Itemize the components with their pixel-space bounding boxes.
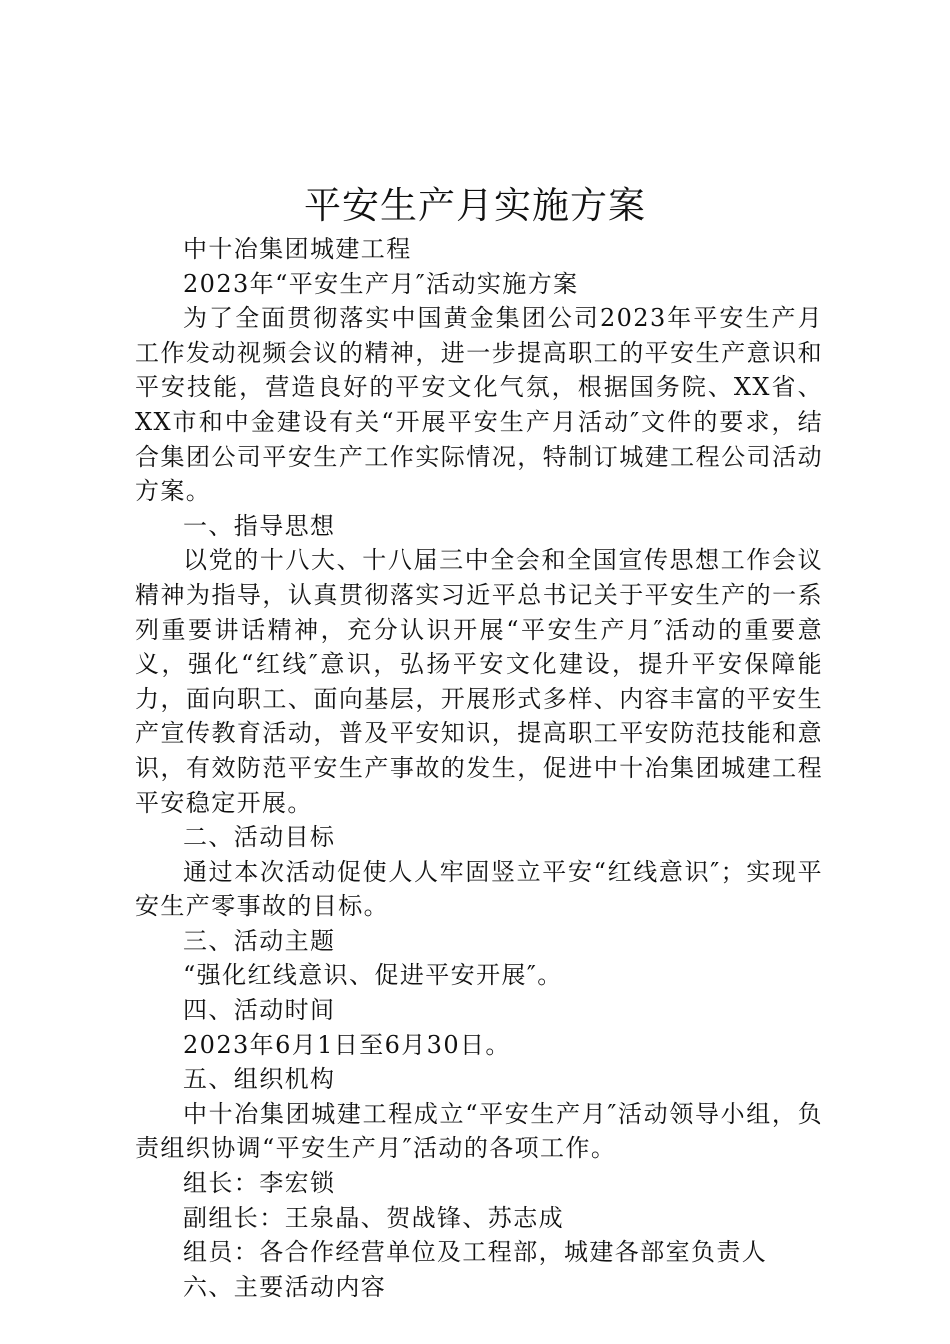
paragraph-deputy-leaders: 副组长：王泉晶、贺战锋、苏志成: [183, 1203, 564, 1232]
paragraph-group-leader: 组长：李宏锁: [183, 1169, 336, 1198]
heading-organization: 五、组织机构: [183, 1065, 336, 1094]
heading-guiding-thought: 一、指导思想: [183, 511, 336, 540]
paragraph-activity-theme: “强化红线意识、促进平安开展″。: [183, 961, 563, 990]
heading-main-activities: 六、主要活动内容: [183, 1272, 387, 1301]
paragraph-members: 组员：各合作经营单位及工程部，城建各部室负责人: [183, 1238, 768, 1267]
paragraph-activity-time: 2023年6月1日至6月30日。: [183, 1030, 511, 1059]
paragraph-org-name: 中十冶集团城建工程: [183, 235, 412, 263]
document-title: 平安生产月实施方案: [304, 184, 646, 227]
heading-activity-time: 四、活动时间: [183, 996, 336, 1025]
paragraph-intro: 为了全面贯彻落实中国黄金集团公司2023年平安生产月工作发动视频会议的精神，进一步提高职工的平安生产意识和平安技能，营造良好的平安文化气氛，根据国务院、XX省、XX市和中金建设有关“开展平安生产月活动″文件的要求，结合集团公司平安生产工作实际情况，特制订城建工程公司活动方案。: [135, 304, 823, 506]
paragraph-activity-goal: 通过本次活动促使人人牢固竖立平安“红线意识″；实现平安生产零事故的目标。: [135, 857, 823, 921]
heading-activity-theme: 三、活动主题: [183, 926, 336, 955]
paragraph-subtitle: 2023年“平安生产月″活动实施方案: [183, 269, 579, 298]
heading-activity-goal: 二、活动目标: [183, 823, 336, 852]
paragraph-organization: 中十冶集团城建工程成立“平安生产月″活动领导小组，负责组织协调“平安生产月″活动的各项工作。: [135, 1099, 823, 1163]
paragraph-guiding-thought: 以党的十八大、十八届三中全会和全国宣传思想工作会议精神为指导，认真贯彻落实习近平总书记关于平安生产的一系列重要讲话精神，充分认识开展“平安生产月″活动的重要意义，强化“红线″意识，弘扬平安文化建设，提升平安保障能力，面向职工、面向基层，开展形式多样、内容丰富的平安生产宣传教育活动，普及平安知识，提高职工平安防范技能和意识，有效防范平安生产事故的发生，促进中十冶集团城建工程平安稳定开展。: [135, 546, 823, 817]
document-body: [135, 232, 823, 1304]
